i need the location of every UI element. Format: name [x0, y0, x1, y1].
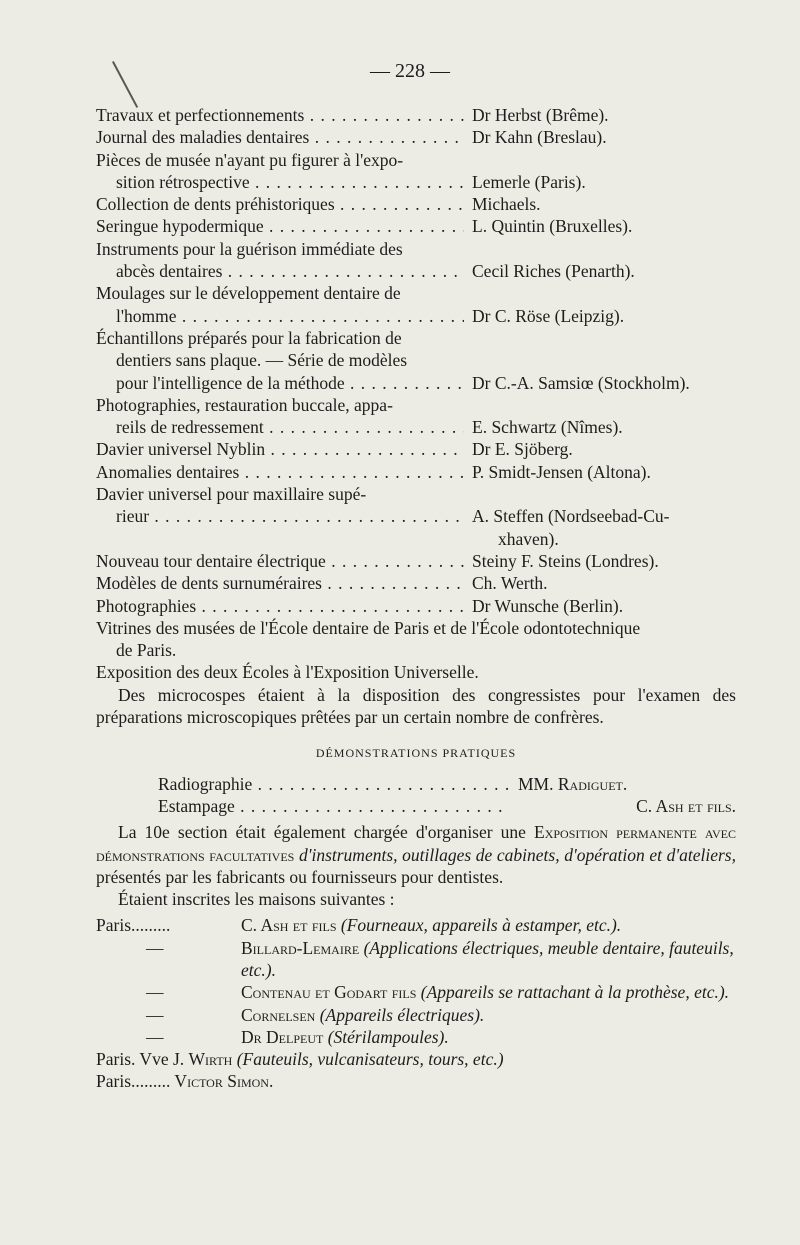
entry-exhibitor: Dr C. Röse (Leipzig). — [472, 305, 625, 326]
entry-title-line: Pièces de musée n'ayant pu figurer à l'expo- — [96, 149, 404, 170]
exhibitor-name: Contenau et Godart fils — [241, 982, 417, 1003]
entry-exhibitor: Steiny F. Steins (Londres). — [472, 550, 659, 571]
entry-title-line: Travaux et perfectionnements . . . — [96, 104, 464, 126]
entry-row — [96, 126, 736, 148]
entry-title-line: Davier universel pour maxillaire supé- — [96, 484, 367, 505]
section10-intro: Étaient inscrites les maisons suivantes : — [118, 889, 395, 910]
entries — [96, 104, 736, 617]
exhibitor-city: — — [146, 982, 164, 1003]
exhibitor-desc: (Appareils se rattachant à la prothèse, etc.). — [420, 982, 730, 1003]
paragraph-exposition: Exposition des deux Écoles à l'Exposition Universelle. — [96, 662, 479, 683]
entry — [96, 238, 736, 283]
exhibitor-detail — [241, 937, 736, 982]
entry-exhibitor: A. Steffen (Nordseebad-Cu- — [472, 506, 670, 527]
entry-row — [96, 572, 736, 594]
page-number: — 228 — — [370, 60, 450, 82]
entry-row — [96, 215, 736, 237]
entry-title-line: Photographies, restauration buccale, appa- — [96, 394, 393, 415]
entry-exhibitor: L. Quintin (Bruxelles). — [472, 216, 633, 237]
exhibitor-city: — — [146, 937, 164, 958]
entry — [96, 394, 736, 439]
vitrines-line-2: de Paris. — [116, 640, 177, 661]
demo-label: Estampage . . . — [158, 795, 510, 817]
entry — [96, 126, 736, 148]
demo-label: Radiographie . . . — [158, 773, 510, 795]
entry-row — [96, 461, 736, 483]
entry — [96, 550, 736, 572]
entry-row — [96, 416, 736, 438]
wirth-prefix: Paris. Vve J. — [96, 1049, 189, 1070]
demo-row — [96, 773, 736, 795]
entry — [96, 483, 736, 550]
entry-title-line: Anomalies dentaires . . . — [96, 461, 464, 483]
exhibitor-city: — — [146, 1004, 164, 1025]
wirth-name: Wirth — [188, 1049, 233, 1070]
demo-by: MM. Radiguet. — [518, 773, 628, 794]
entry-exhibitor: Ch. Werth. — [472, 573, 548, 594]
entry-title-line: sition rétrospective . . . — [96, 171, 464, 193]
section10-b: Exposition permanente avec démonstrations facultatives — [96, 822, 737, 865]
entry-exhibitor: Dr Herbst (Brême). — [472, 105, 609, 125]
entry-title-line: l'homme . . . — [96, 305, 464, 327]
entry-exhibitor: Dr Wunsche (Berlin). — [472, 595, 624, 616]
exhibitor-row — [96, 981, 736, 1003]
exhibitor-desc: (Appareils électriques). — [319, 1004, 485, 1025]
exhibitor-detail — [241, 1004, 736, 1026]
demo-row — [96, 795, 736, 817]
entry-row — [96, 193, 736, 215]
entry-exhibitor: P. Smidt-Jensen (Altona). — [472, 461, 651, 482]
entry-title-line: pour l'intelligence de la méthode . . . — [96, 372, 464, 394]
vitrines-line-1: Vitrines des musées de l'École dentaire de Paris et de l'École odontotechnique — [96, 617, 641, 638]
exhibitor-detail — [241, 1026, 736, 1048]
entry-title-line: Photographies . . . — [96, 595, 464, 617]
demos-heading: DÉMONSTRATIONS PRATIQUES — [315, 746, 517, 761]
entry — [96, 572, 736, 594]
entry — [96, 461, 736, 483]
exhibitors-list — [96, 914, 736, 1048]
simon-prefix: Paris......... — [96, 1071, 171, 1092]
entry-row — [96, 505, 736, 527]
exhibitor-desc: (Applications électriques, meuble dentaire, fauteuils, etc.). — [241, 937, 734, 980]
entry-row — [96, 438, 736, 460]
entry-title-line: Instruments pour la guérison immédiate des — [96, 238, 403, 259]
entry — [96, 193, 736, 215]
entry — [96, 282, 736, 327]
entry-title-line: Moulages sur le développement dentaire de — [96, 283, 401, 304]
entry-title-line: abcès dentaires . . . — [96, 260, 464, 282]
entry-title-line: Collection de dents préhistoriques . . . — [96, 193, 464, 215]
exhibitor-row — [96, 937, 736, 982]
exhibitor-row — [96, 1004, 736, 1026]
entry-title-line: Nouveau tour dentaire électrique . . . — [96, 550, 464, 572]
paragraph-section10 — [96, 821, 736, 888]
exhibitor-city: Paris......... — [96, 915, 171, 936]
exhibitor-desc: (Fourneaux, appareils à estamper, etc.). — [340, 915, 622, 936]
entry-row — [96, 550, 736, 572]
entry-row — [96, 171, 736, 193]
demos-list — [96, 773, 736, 818]
entry-title-line: rieur . . . — [96, 505, 464, 527]
exhibitor-row — [96, 914, 736, 936]
entry-exhibitor-cont: xhaven). — [498, 528, 559, 549]
entry-title-line: Échantillons préparés pour la fabrication de — [96, 327, 402, 348]
exhibitor-row — [96, 1026, 736, 1048]
entry-row — [96, 372, 736, 394]
section10-d: présentés par les fabricants ou fournisseurs pour dentistes. — [96, 866, 504, 887]
entry-title-line: Davier universel Nyblin . . . — [96, 438, 464, 460]
wirth-line — [96, 1048, 736, 1070]
entry-row — [96, 104, 736, 126]
entry-exhibitor: Lemerle (Paris). — [472, 171, 586, 192]
entry-exhibitor: Cecil Riches (Penarth). — [472, 261, 635, 282]
entry — [96, 438, 736, 460]
entry-title-line: Seringue hypodermique . . . — [96, 215, 464, 237]
exhibitor-detail — [241, 981, 736, 1003]
exhibitor-desc: (Stérilampoules). — [327, 1026, 449, 1047]
section10-c: d'instruments, outillages de cabinets, d'opération et d'ateliers, — [294, 844, 736, 865]
exhibitor-city: — — [146, 1026, 164, 1047]
entry — [96, 327, 736, 394]
entry-exhibitor: Dr Kahn (Breslau). — [472, 127, 607, 148]
entry-exhibitor: Michaels. — [472, 194, 541, 215]
entry-title-line: Modèles de dents surnuméraires . . . — [96, 572, 464, 594]
exhibitor-name: C. Ash et fils — [241, 915, 337, 936]
wirth-desc: (Fauteuils, vulcanisateurs, tours, etc.) — [232, 1049, 504, 1070]
demo-by: C. Ash et fils. — [636, 795, 736, 816]
entry — [96, 595, 736, 617]
exhibitor-name: Cornelsen — [241, 1004, 316, 1025]
entry-exhibitor: Dr E. Sjöberg. — [472, 439, 573, 460]
entry-exhibitor: E. Schwartz (Nîmes). — [472, 417, 623, 438]
entry-row — [96, 305, 736, 327]
exhibitor-name: Dr Delpeut — [241, 1026, 324, 1047]
entry-row — [96, 595, 736, 617]
simon-name: Victor Simon. — [170, 1071, 274, 1092]
microscopes-text: Des microcospes étaient à la disposition des congressistes pour l'examen des préparations microscopiques prêtées par un certain nombre de confrères. — [96, 684, 736, 728]
simon-line — [96, 1070, 736, 1092]
entry-title-line: dentiers sans plaque. — Série de modèles — [116, 350, 408, 371]
exhibitor-detail — [241, 914, 736, 936]
paragraph-microscopes — [96, 684, 736, 729]
entry-exhibitor: Dr C.-A. Samsiœ (Stockholm). — [472, 372, 690, 393]
entry — [96, 149, 736, 194]
exhibit-list — [96, 104, 736, 1093]
section10-a: La 10e section était également chargée d'organiser une — [118, 822, 535, 843]
paragraph-vitrines — [96, 617, 736, 662]
entry-title-line: Journal des maladies dentaires . . . — [96, 126, 464, 148]
entry-title-line: reils de redressement . . . — [96, 416, 464, 438]
pencil-mark — [112, 61, 138, 108]
entry-row — [96, 260, 736, 282]
entry — [96, 104, 736, 126]
entry — [96, 215, 736, 237]
exhibitor-name: Billard-Lemaire — [241, 937, 360, 958]
